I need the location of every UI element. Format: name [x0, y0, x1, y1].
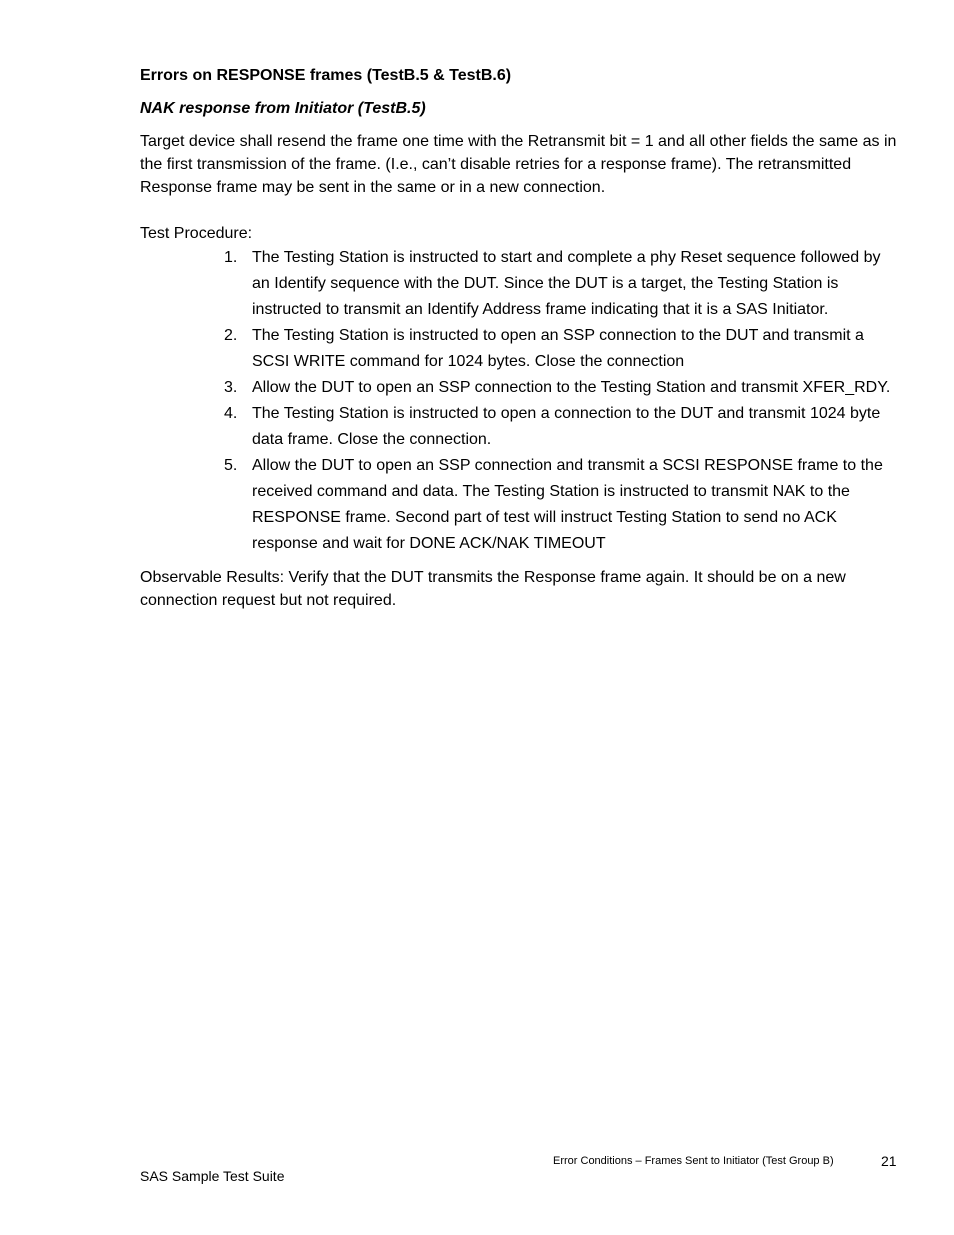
procedure-list: [140, 245, 900, 557]
step-number: 2.: [224, 327, 238, 344]
section-heading: Errors on RESPONSE frames (TestB.5 & TestB.6): [140, 67, 512, 84]
procedure-step-3: [140, 375, 900, 401]
footer-chapter-title: Error Conditions – Frames Sent to Initiator (Test Group B): [553, 1155, 834, 1167]
footer-suite-name: SAS Sample Test Suite: [140, 1168, 285, 1184]
intro-paragraph: Target device shall resend the frame one time with the Retransmit bit = 1 and all other fields the same as in the first transmission of the frame. (I.e., can’t disable retries for a response frame). The retransmitted Response frame may be sent in the same or in a new connection.: [140, 133, 897, 196]
procedure-label: Test Procedure:: [140, 225, 253, 242]
step-text: The Testing Station is instructed to open an SSP connection to the DUT and transmit a SCSI WRITE command for 1024 bytes. Close the connection: [252, 327, 864, 370]
procedure-step-5: [140, 453, 900, 557]
step-number: 3.: [224, 379, 238, 396]
step-number: 5.: [224, 457, 238, 474]
step-text: Allow the DUT to open an SSP connection and transmit a SCSI RESPONSE frame to the received command and data. The Testing Station is instructed to transmit NAK to the RESPONSE frame. Second part of test will instruct Testing Station to send no ACK response and wait for DONE ACK/NAK TIMEOUT: [252, 457, 883, 552]
paragraph-spacer: [140, 199, 900, 222]
step-text: Allow the DUT to open an SSP connection to the Testing Station and transmit XFER_RDY.: [252, 379, 891, 396]
observable-results: Observable Results: Verify that the DUT transmits the Response frame again. It should be on a new connection request but not required.: [140, 569, 846, 609]
step-text: The Testing Station is instructed to start and complete a phy Reset sequence followed by an Identify sequence with the DUT. Since the DUT is a target, the Testing Station is instructed to transmit an Identify Address frame indicating that it is a SAS Initiator.: [252, 249, 881, 318]
procedure-step-2: [140, 323, 900, 375]
procedure-step-4: [140, 401, 900, 453]
step-number: 1.: [224, 249, 238, 266]
page-number: 21: [881, 1153, 897, 1169]
step-text: The Testing Station is instructed to open a connection to the DUT and transmit 1024 byte data frame. Close the connection.: [252, 405, 881, 448]
sub-heading: NAK response from Initiator (TestB.5): [140, 100, 426, 117]
procedure-step-1: [140, 245, 900, 323]
document-body: [140, 64, 900, 612]
step-number: 4.: [224, 405, 238, 422]
